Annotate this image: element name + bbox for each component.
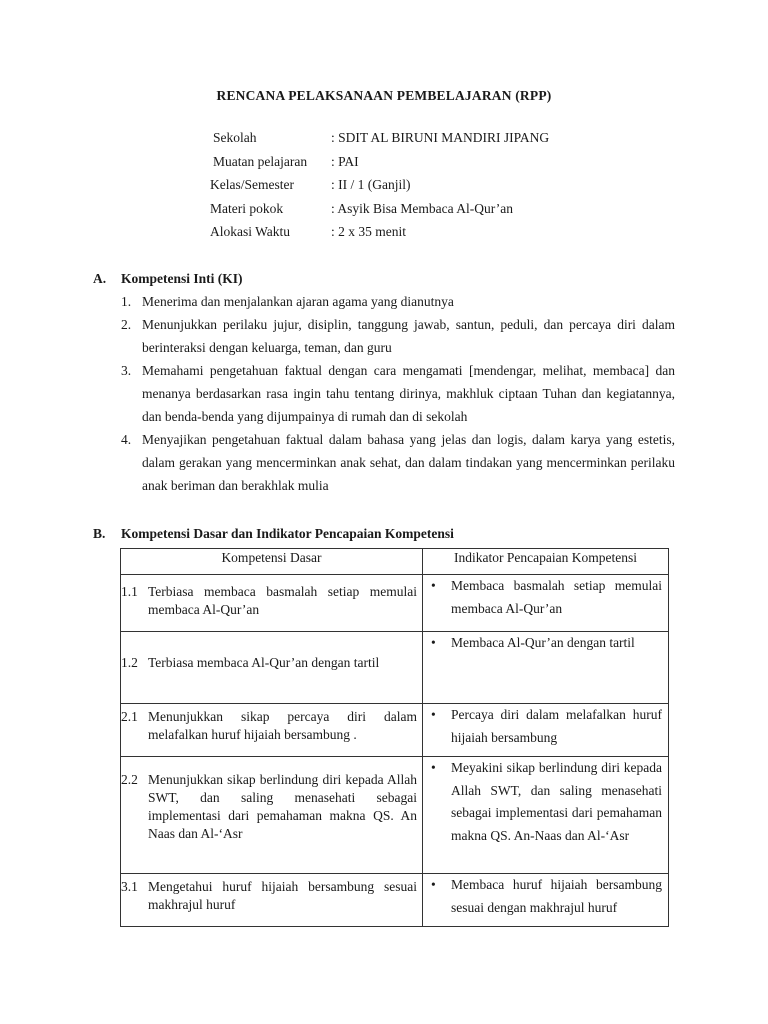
table-row xyxy=(121,874,669,927)
indikator-cell xyxy=(423,632,669,704)
indikator-text: Meyakini sikap berlindung diri kepada Allah SWT, dan saling menasehati sebagai implementasi dari pemahaman makna QS. An-Naas dan Al-‘Asr xyxy=(451,760,662,843)
bullet-icon: • xyxy=(431,760,436,775)
kd-number: 1.2 xyxy=(121,655,138,670)
bullet-icon: • xyxy=(431,877,436,892)
section-title: Kompetensi Dasar dan Indikator Pencapaian Kompetensi xyxy=(121,526,454,541)
list-number: 4. xyxy=(121,432,132,447)
kd-number: 2.1 xyxy=(121,709,138,724)
list-item xyxy=(121,428,675,497)
info-label: Kelas/Semester xyxy=(210,177,294,192)
list-number: 1. xyxy=(121,294,132,309)
kd-text: Terbiasa membaca Al-Qur’an dengan tartil xyxy=(148,655,380,670)
kd-text: Menunjukkan sikap berlindung diri kepada Allah SWT, dan saling menasehati sebagai implementasi dari pemahaman makna QS. An Naas dan Al-‘Asr xyxy=(148,772,417,841)
indikator-text: Membaca basmalah setiap memulai membaca Al-Qur’an xyxy=(451,578,662,616)
table-row xyxy=(121,632,669,704)
section-letter: A. xyxy=(93,271,107,286)
info-value: : SDIT AL BIRUNI MANDIRI JIPANG xyxy=(331,130,550,145)
bullet-icon: • xyxy=(431,707,436,722)
info-value: : 2 x 35 menit xyxy=(331,224,406,239)
table-header-row xyxy=(121,549,669,575)
list-item xyxy=(121,359,675,428)
kd-cell xyxy=(121,704,423,757)
indikator-text: Percaya diri dalam melafalkan huruf hijaiah bersambung xyxy=(451,707,662,745)
section-letter: B. xyxy=(93,526,106,541)
table-row xyxy=(121,704,669,757)
indikator-cell xyxy=(423,874,669,927)
section-title: Kompetensi Inti (KI) xyxy=(121,271,243,286)
column-header-kd: Kompetensi Dasar xyxy=(121,549,423,575)
table-row xyxy=(121,757,669,874)
indikator-text: Membaca Al-Qur’an dengan tartil xyxy=(451,635,635,650)
kd-cell xyxy=(121,757,423,874)
kd-cell xyxy=(121,575,423,632)
kompetensi-inti-list xyxy=(121,290,675,497)
indikator-cell xyxy=(423,704,669,757)
kompetensi-dasar-table xyxy=(120,548,669,927)
info-label: Muatan pelajaran xyxy=(213,153,308,169)
indikator-cell xyxy=(423,757,669,874)
table-row xyxy=(121,575,669,632)
info-value: : Asyik Bisa Membaca Al-Qur’an xyxy=(331,200,513,216)
column-header-indikator: Indikator Pencapaian Kompetensi xyxy=(423,549,669,575)
bullet-icon: • xyxy=(431,578,436,593)
list-item xyxy=(121,290,675,313)
bullet-icon: • xyxy=(431,635,436,650)
kd-cell xyxy=(121,632,423,704)
list-number: 2. xyxy=(121,317,132,332)
info-label: Alokasi Waktu xyxy=(210,224,291,239)
kd-text: Menunjukkan sikap percaya diri dalam melafalkan huruf hijaiah bersambung . xyxy=(148,709,417,742)
info-label: Materi pokok xyxy=(210,200,284,216)
kd-number: 1.1 xyxy=(121,584,138,599)
list-text: Menerima dan menjalankan ajaran agama yang dianutnya xyxy=(142,294,454,309)
kd-text: Mengetahui huruf hijaiah bersambung sesuai makhrajul huruf xyxy=(148,879,417,912)
list-number: 3. xyxy=(121,363,132,378)
list-text: Menyajikan pengetahuan faktual dalam bahasa yang jelas dan logis, dalam karya yang estetis, dalam gerakan yang mencerminkan anak sehat, dan dalam tindakan yang mencerminkan perilaku anak beriman dan berakhlak mulia xyxy=(142,432,675,493)
info-label: Sekolah xyxy=(213,130,257,145)
info-value: : II / 1 (Ganjil) xyxy=(331,177,411,192)
info-value: : PAI xyxy=(331,153,359,169)
kd-number: 3.1 xyxy=(121,879,138,894)
kd-number: 2.2 xyxy=(121,772,138,787)
indikator-cell xyxy=(423,575,669,632)
list-item xyxy=(121,313,675,359)
indikator-text: Membaca huruf hijaiah bersambung sesuai dengan makhrajul huruf xyxy=(451,877,662,915)
document-title: RENCANA PELAKSANAAN PEMBELAJARAN (RPP) xyxy=(216,88,552,103)
list-text: Menunjukkan perilaku jujur, disiplin, tanggung jawab, santun, peduli, dan percaya diri dalam berinteraksi dengan keluarga, teman, dan guru xyxy=(142,317,675,355)
list-text: Memahami pengetahuan faktual dengan cara mengamati [mendengar, melihat, membaca] dan menanya berdasarkan rasa ingin tahu tentang dirinya, makhluk ciptaan Tuhan dan kegiatannya, dan benda-benda yang dijumpainya di rumah dan di sekolah xyxy=(142,363,675,424)
kd-cell xyxy=(121,874,423,927)
kd-text: Terbiasa membaca basmalah setiap memulai membaca Al-Qur’an xyxy=(148,584,417,617)
